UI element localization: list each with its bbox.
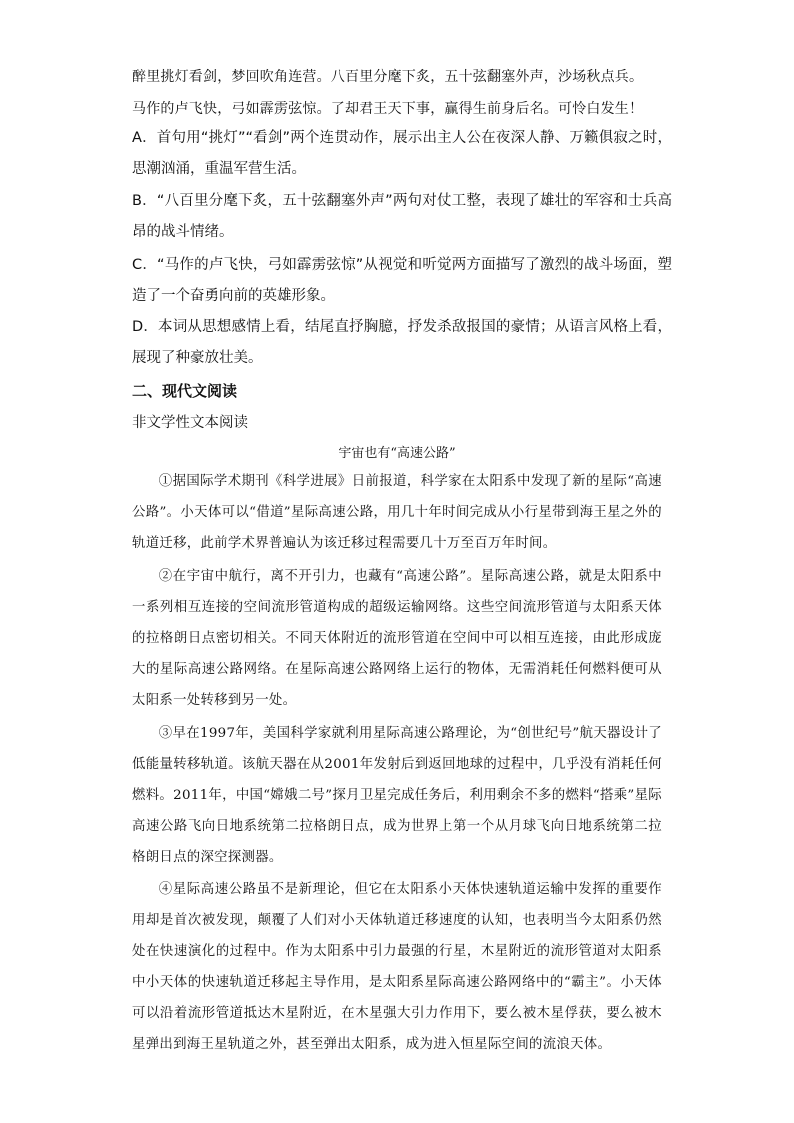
- option-b: B．“八百里分麾下炙，五十弦翻塞外声”两句对仗工整，表现了雄壮的军容和士兵高昂的战斗情绪。: [132, 193, 672, 240]
- option-d: D．本词从思想感情上看，结尾直抒胸臆，抒发杀敌报国的豪情；从语言风格上看，展现了种豪放壮美。: [132, 319, 672, 366]
- article-title: 宇宙也有“高速公路”: [338, 446, 456, 461]
- article-paragraph-4: ④星际高速公路虽不是新理论，但它在太阳系小天体快速轨道运输中发挥的重要作用却是首次被发现，颠覆了人们对小天体轨道迁移速度的认知，也表明当今太阳系仍然处在快速演化的过程中。作为太阳系中引力最强的行星，木星附近的流形管道对太阳系中小天体的快速轨道迁移起主导作用，是太阳系星际高速公路网络中的“霸主”。小天体可以沿着流形管道抵达木星附近，在木星强大引力作用下，要么被木星俘获，要么被木星弹出到海王星轨道之外，甚至弹出太阳系，成为进入恒星际空间的流浪天体。: [132, 882, 662, 1052]
- option-a: A．首句用“挑灯”“看剑”两个连贯动作，展示出主人公在夜深人静、万籁俱寂之时，思潮汹涌，重温军营生活。: [132, 130, 672, 177]
- article-paragraph-1: ①据国际学术期刊《科学进展》日前报道，科学家在太阳系中发现了新的星际“高速公路”。小天体可以“借道”星际高速公路，用几十年时间完成从小行星带到海王星之外的轨道迁移，此前学术界普遍认为该迁移过程需要几十万至百万年时间。: [132, 474, 662, 551]
- sub-heading: 非文学性文本阅读: [132, 415, 248, 431]
- section-heading: 二、现代文阅读: [132, 382, 238, 400]
- article-paragraph-3: ③早在1997年，美国科学家就利用星际高速公路理论，为“创世纪号”航天器设计了低能量转移轨道。该航天器在从2001年发射后到返回地球的过程中，几乎没有消耗任何燃料。2011年，中国“嫦娥二号”探月卫星完成任务后，利用剩余不多的燃料“搭乘”星际高速公路飞向日地系统第二拉格朗日点，成为世界上第一个从月球飞向日地系统第二拉格朗日点的深空探测器。: [132, 726, 662, 865]
- article-paragraph-2: ②在宇宙中航行，离不开引力，也藏有“高速公路”。星际高速公路，就是太阳系中一系列相互连接的空间流形管道构成的超级运输网络。这些空间流形管道与太阳系天体的拉格朗日点密切相关。不同天体附近的流形管道在空间中可以相互连接，由此形成庞大的星际高速公路网络。在星际高速公路网络上运行的物体，无需消耗任何燃料便可从太阳系一处转移到另一处。: [132, 569, 662, 708]
- poem-line-2: 马作的卢飞快，弓如霹雳弦惊。了却君王天下事，赢得生前身后名。可怜白发生！: [132, 101, 644, 117]
- poem-line-1: 醉里挑灯看剑，梦回吹角连营。八百里分麾下炙，五十弦翻塞外声，沙场秋点兵。: [132, 69, 644, 85]
- option-c: C．“马作的卢飞快，弓如霹雳弦惊”从视觉和听觉两方面描写了激烈的战斗场面，塑造了一个奋勇向前的英雄形象。: [132, 257, 672, 304]
